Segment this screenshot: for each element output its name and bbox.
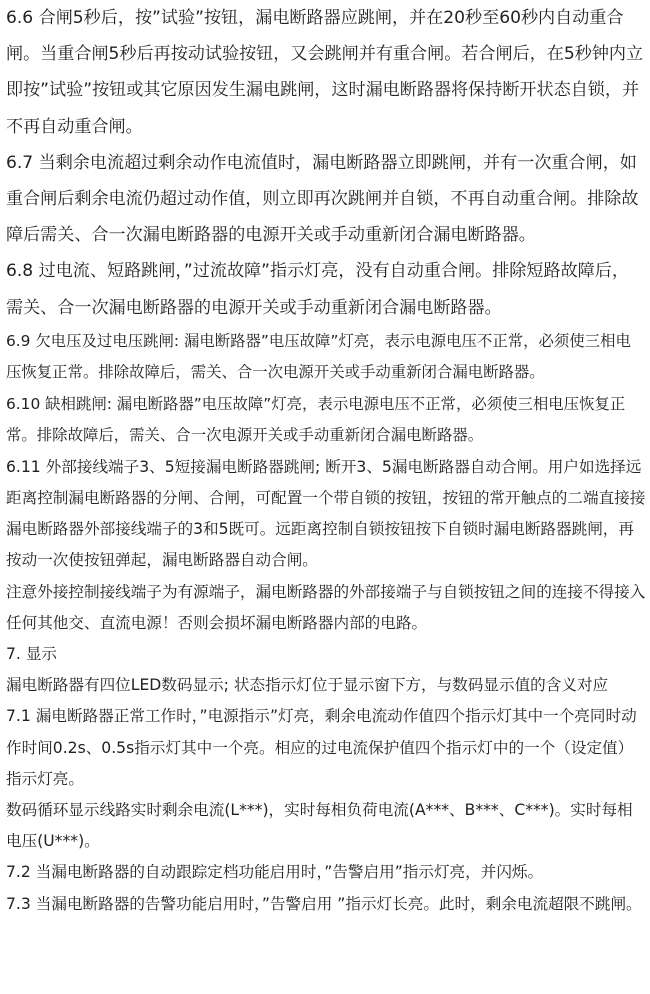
paragraph-7-2: 7.2 当漏电断路器的自动跟踪定档功能启用时，”告警启用”指示灯亮，并闪烁。 [6,863,544,882]
section-heading-display: 7. 显示 [6,645,58,664]
paragraph-6-11: 6.11 外部接线端子3、5短接漏电断路器跳闸; 断开3、5漏电断路器自动合闸。用户如选择远距离控制漏电断路器的分闸、合闸，可配置一个带自锁的按钮，按钮的常开触点的二端直接接漏电断路器外部接线端子的3和5既可。远距离控制自锁按钮按下自锁时漏电断路器跳闸，再按动一次使按钮弹起，漏电断路器自动合闸。 [6,457,646,570]
paragraph-7-1: 7.1 漏电断路器正常工作时，”电源指示”灯亮，剩余电流动作值四个指示灯其中一个亮同时动作时间0.2s、0.5s指示灯其中一个亮。相应的过电流保护值四个指示灯中的一个（设定值）指示灯亮。 [6,707,637,788]
paragraph-6-6: 6.6 合闸5秒后，按”试验”按钮，漏电断路器应跳闸，并在20秒至60秒内自动重合闸。当重合闸5秒后再按动试验按钮，又会跳闸并有重合闸。若合闸后，在5秒钟内立即按”试验”按钮或其它原因发生漏电跳闸，这时漏电断路器将保持断开状态自锁，并不再自动重合闸。 [6,8,644,137]
paragraph-6-7: 6.7 当剩余电流超过剩余动作电流值时，漏电断路器立即跳闸，并有一次重合闸，如重合闸后剩余电流仍超过动作值，则立即再次跳闸并自锁，不再自动重合闸。排除故障后需关、合一次漏电断路器的电源开关或手动重新闭合漏电断路器。 [6,152,639,246]
paragraph-note: 注意外接控制接线端子为有源端子，漏电断路器的外部接端子与自锁按钮之间的连接不得接入任何其他交、直流电源！否则会损坏漏电断路器内部的电路。 [6,582,646,632]
paragraph-6-10: 6.10 缺相跳闸: 漏电断路器”电压故障”灯亮，表示电源电压不正常，必须使三相电压恢复正常。排除故障后，需关、合一次电源开关或手动重新闭合漏电断路器。 [6,394,626,445]
paragraph-6-9: 6.9 欠电压及过电压跳闸: 漏电断路器”电压故障”灯亮，表示电源电压不正常，必须使三相电压恢复正常。排除故障后，需关、合一次电源开关或手动重新闭合漏电断路器。 [6,331,631,382]
paragraph-display-intro: 漏电断路器有四位LED数码显示; 状态指示灯位于显示窗下方，与数码显示值的含义对应 [6,676,609,695]
document-body [6,0,646,920]
paragraph-6-8: 6.8 过电流、短路跳闸，”过流故障”指示灯亮，没有自动重合闸。排除短路故障后，需关、合一次漏电断路器的电源开关或手动重新闭合漏电断路器。 [6,261,629,318]
paragraph-7-3: 7.3 当漏电断路器的告警功能启用时，”告警启用 ”指示灯长亮。此时，剩余电流超限不跳闸。 [6,894,642,913]
paragraph-cycle-display: 数码循环显示线路实时剩余电流(L***)，实时每相负荷电流(A***、B***、C***)。实时每相电压(U***)。 [6,801,633,851]
